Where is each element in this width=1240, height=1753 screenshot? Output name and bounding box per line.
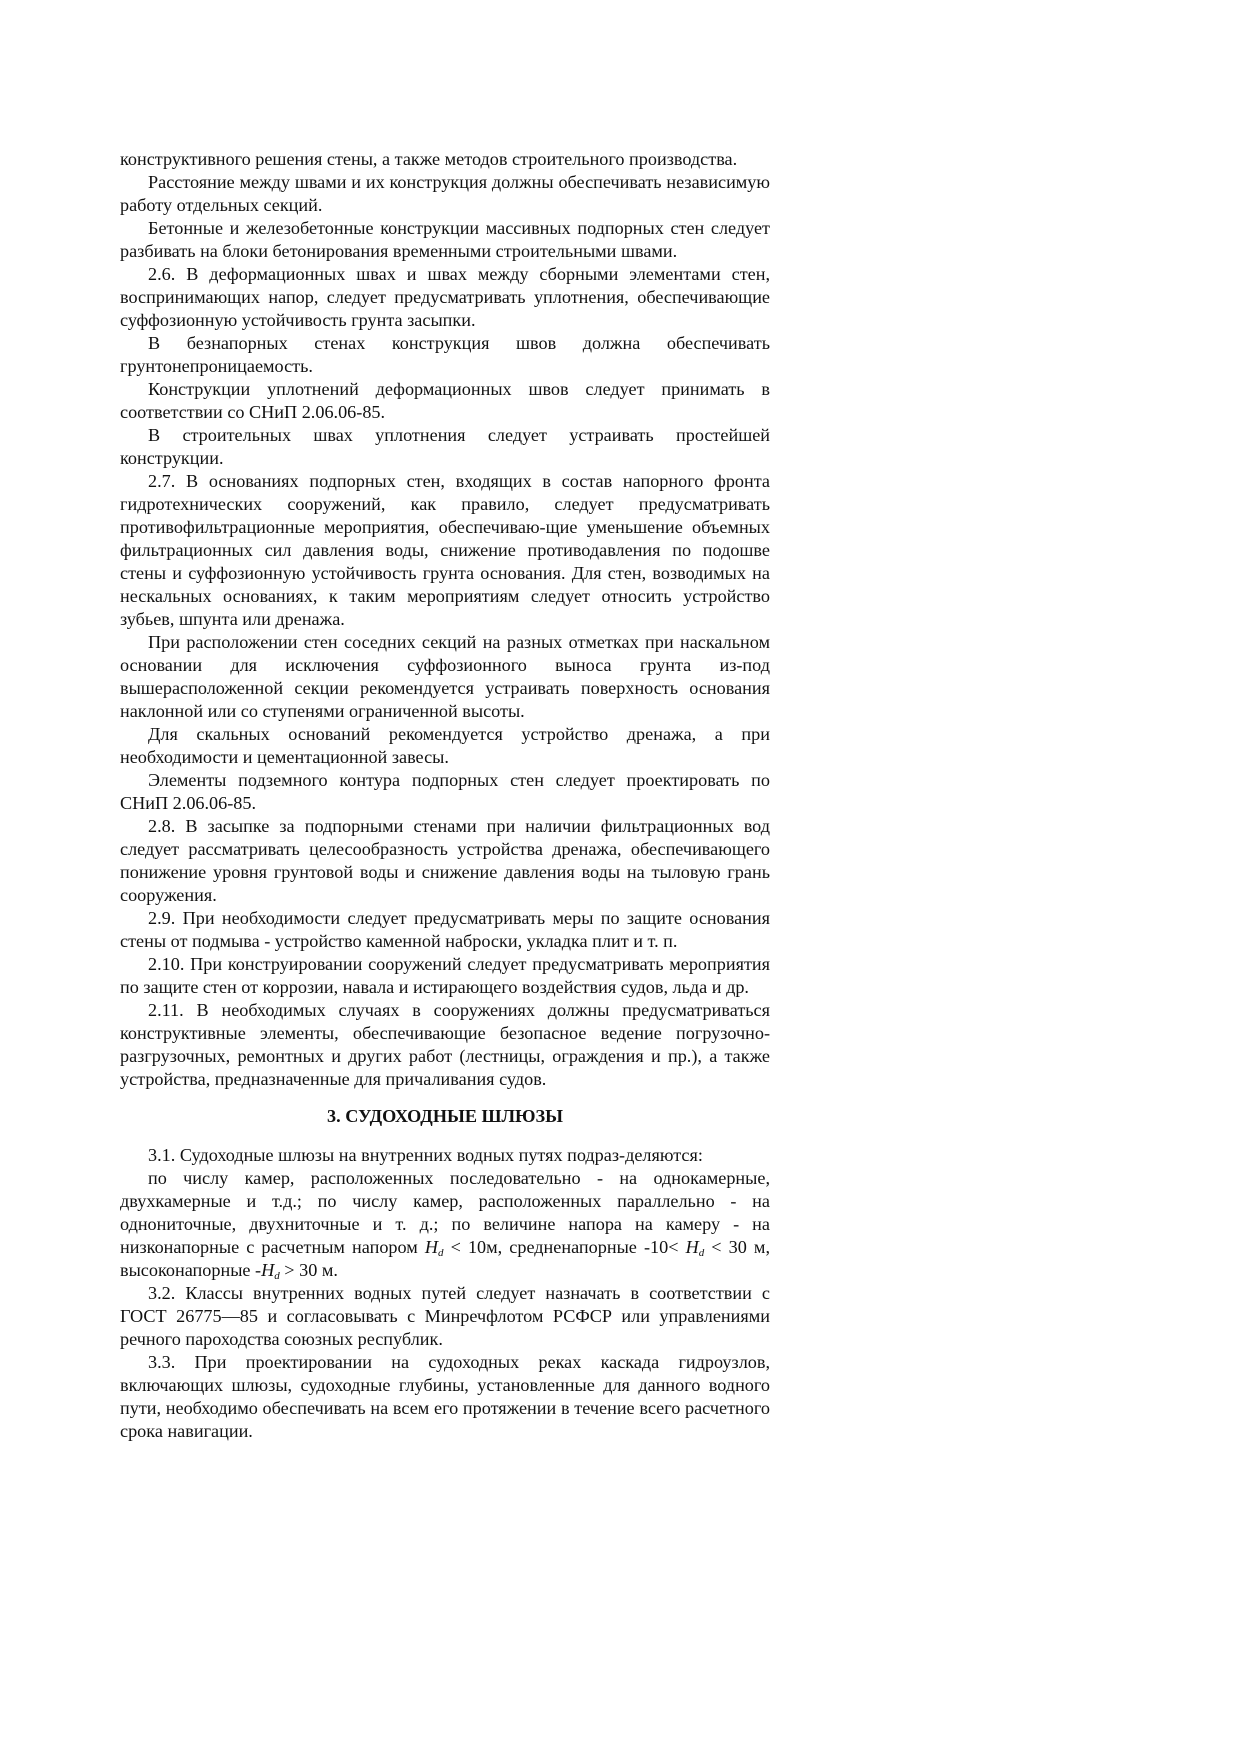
classification-text-part1: по числу камер, расположенных последовательно - на однокамерные, двухкамерные и т.д.; по числу камер, расположенных параллельно - на однониточные, двухниточные и т. д.; по величине напора на камеру - на низконапорные с расчетным напором [120,1168,770,1257]
section-heading: 3. СУДОХОДНЫЕ ШЛЮЗЫ [327,1106,563,1126]
subscript-d: d [698,1247,705,1259]
symbol-h: H [424,1237,439,1257]
paragraph-3-3: 3.3. При проектировании на судоходных реках каскада гидроузлов, включающих шлюзы, судоходные глубины, установленные для данного водного пути, необходимо обеспечивать на всем его протяжении в течение всего расчетного срока навигации. [120,1352,770,1441]
paragraph-3-2: 3.2. Классы внутренних водных путей следует назначать в соответствии с ГОСТ 26775—85 и согласовывать с Минречфлотом РСФСР или управлениями речного пароходства союзных республик. [120,1283,770,1349]
paragraph: При расположении стен соседних секций на разных отметках при наскальном основании для исключения суффозионного выноса грунта из-под вышерасположенной секции рекомендуется устраивать поверхность основания наклонной или со ступенями ограниченной высоты. [120,632,770,721]
paragraph: Для скальных оснований рекомендуется устройство дренажа, а при необходимости и цементационной завесы. [120,724,770,767]
paragraph: В безнапорных стенах конструкция швов должна обеспечивать грунтонепроницаемость. [120,333,770,376]
paragraph: 2.6. В деформационных швах и швах между сборными элементами стен, воспринимающих напор, следует предусматривать уплотнения, обеспечивающие суффозионную устойчивость грунта засыпки. [120,264,770,330]
paragraph: 2.10. При конструировании сооружений следует предусматривать мероприятия по защите стен от коррозии, навала и истирающего воздействия судов, льда и др. [120,954,770,997]
paragraphs-section-2 [120,148,770,1091]
classification-text-part4: > 30 м. [279,1260,338,1280]
document-page [120,148,770,1443]
symbol-h: H [261,1260,275,1280]
subscript-d: d [438,1247,444,1259]
paragraph-3-1-classification [120,1167,770,1282]
paragraph: В строительных швах уплотнения следует устраивать простейшей конструкции. [120,425,770,468]
paragraph: 2.9. При необходимости следует предусматривать меры по защите основания стены от подмыва - устройство каменной наброски, укладка плит и т. п. [120,908,770,951]
paragraph: 2.11. В необходимых случаях в сооружениях должны предусматриваться конструктивные элементы, обеспечивающие безопасное ведение погрузочно-разгрузочных, ремонтных и других работ (лестницы, ограждения и пр.), а также устройства, предназначенные для причаливания судов. [120,1000,770,1089]
paragraph: 2.7. В основаниях подпорных стен, входящих в состав напорного фронта гидротехнических сооружений, как правило, следует предусматривать противофильтрационные мероприятия, обеспечиваю-щие уменьшение объемных фильтрационных сил давления воды, снижение противодавления по подошве стены и суффозионную устойчивость грунта основания. Для стен, возводимых на нескальных основаниях, к таким мероприятиям следует относить устройство зубьев, шпунта или дренажа. [120,471,770,629]
paragraph-3-1: 3.1. Судоходные шлюзы на внутренних водных путях подраз-деляются: [148,1145,703,1165]
symbol-h: H [685,1237,699,1257]
subscript-d: d [274,1270,280,1282]
paragraph: Расстояние между швами и их конструкция должны обеспечивать независимую работу отдельных секций. [120,172,770,215]
paragraph: Бетонные и железобетонные конструкции массивных подпорных стен следует разбивать на блоки бетонирования временными строительными швами. [120,218,770,261]
paragraph: конструктивного решения стены, а также методов строительного производства. [120,149,738,169]
paragraph: Элементы подземного контура подпорных стен следует проектировать по СНиП 2.06.06-85. [120,770,770,813]
classification-text-part3: < 30 м, высоконапорные - [120,1237,770,1280]
paragraph: Конструкции уплотнений деформационных швов следует принимать в соответствии со СНиП 2.06.06-85. [120,379,770,422]
classification-text-part2: < 10м, средненапорные -10< [443,1237,686,1257]
paragraph: 2.8. В засыпке за подпорными стенами при наличии фильтрационных вод следует рассматривать целесообразность устройства дренажа, обеспечивающего понижение уровня грунтовой воды и снижение давления воды на тыловую грань сооружения. [120,816,770,905]
